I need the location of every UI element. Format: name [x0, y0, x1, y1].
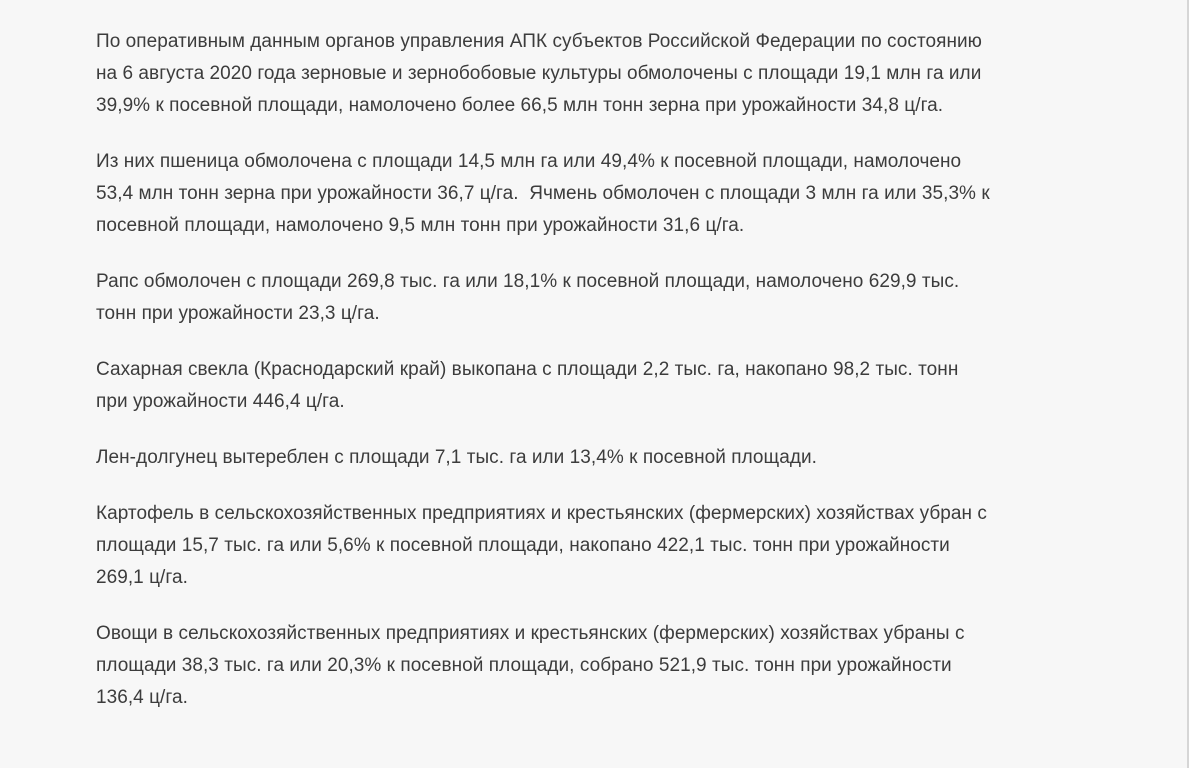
paragraph-line: По оперативным данным органов управления АПК субъектов Российской Федерации по состоянию: [96, 31, 982, 52]
article-body: [96, 26, 1176, 738]
paragraph-line: Лен-долгунец вытереблен с площади 7,1 тыс. га или 13,4% к посевной площади.: [96, 447, 817, 468]
paragraph-line: Из них пшеница обмолочена с площади 14,5 млн га или 49,4% к посевной площади, намолочено: [96, 151, 962, 172]
paragraph-line: 39,9% к посевной площади, намолочено более 66,5 млн тонн зерна при урожайности 34,8 ц/га.: [96, 95, 944, 116]
paragraph-potato: [96, 498, 1176, 594]
paragraph-wheat-barley: [96, 146, 1176, 242]
paragraph-line: посевной площади, намолочено 9,5 млн тонн при урожайности 31,6 ц/га.: [96, 215, 745, 236]
paragraph-line: Сахарная свекла (Краснодарский край) выкопана с площади 2,2 тыс. га, накопано 98,2 тыс. тонн: [96, 359, 959, 380]
paragraph-line: Овощи в сельскохозяйственных предприятиях и крестьянских (фермерских) хозяйствах убраны с: [96, 623, 965, 644]
paragraph-flax: [96, 442, 1176, 474]
paragraph-line: 269,1 ц/га.: [96, 567, 188, 588]
paragraph-rapeseed: [96, 266, 1176, 330]
paragraph-grain-summary: [96, 26, 1176, 122]
paragraph-line: площади 15,7 тыс. га или 5,6% к посевной площади, накопано 422,1 тыс. тонн при урожайности: [96, 535, 950, 556]
paragraph-vegetables: [96, 618, 1176, 714]
paragraph-sugar-beet: [96, 354, 1176, 418]
paragraph-line: тонн при урожайности 23,3 ц/га.: [96, 303, 380, 324]
paragraph-line: площади 38,3 тыс. га или 20,3% к посевной площади, собрано 521,9 тыс. тонн при урожайности: [96, 655, 952, 676]
paragraph-line: Рапс обмолочен с площади 269,8 тыс. га или 18,1% к посевной площади, намолочено 629,9 тыс.: [96, 271, 960, 292]
paragraph-line: 136,4 ц/га.: [96, 687, 188, 708]
paragraph-line: при урожайности 446,4 ц/га.: [96, 391, 345, 412]
paragraph-line: 53,4 млн тонн зерна при урожайности 36,7 ц/га. Ячмень обмолочен с площади 3 млн га или 35,3% к: [96, 183, 990, 204]
paragraph-line: Картофель в сельскохозяйственных предприятиях и крестьянских (фермерских) хозяйствах убран с: [96, 503, 987, 524]
paragraph-line: на 6 августа 2020 года зерновые и зернобобовые культуры обмолочены с площади 19,1 млн га или: [96, 63, 982, 84]
